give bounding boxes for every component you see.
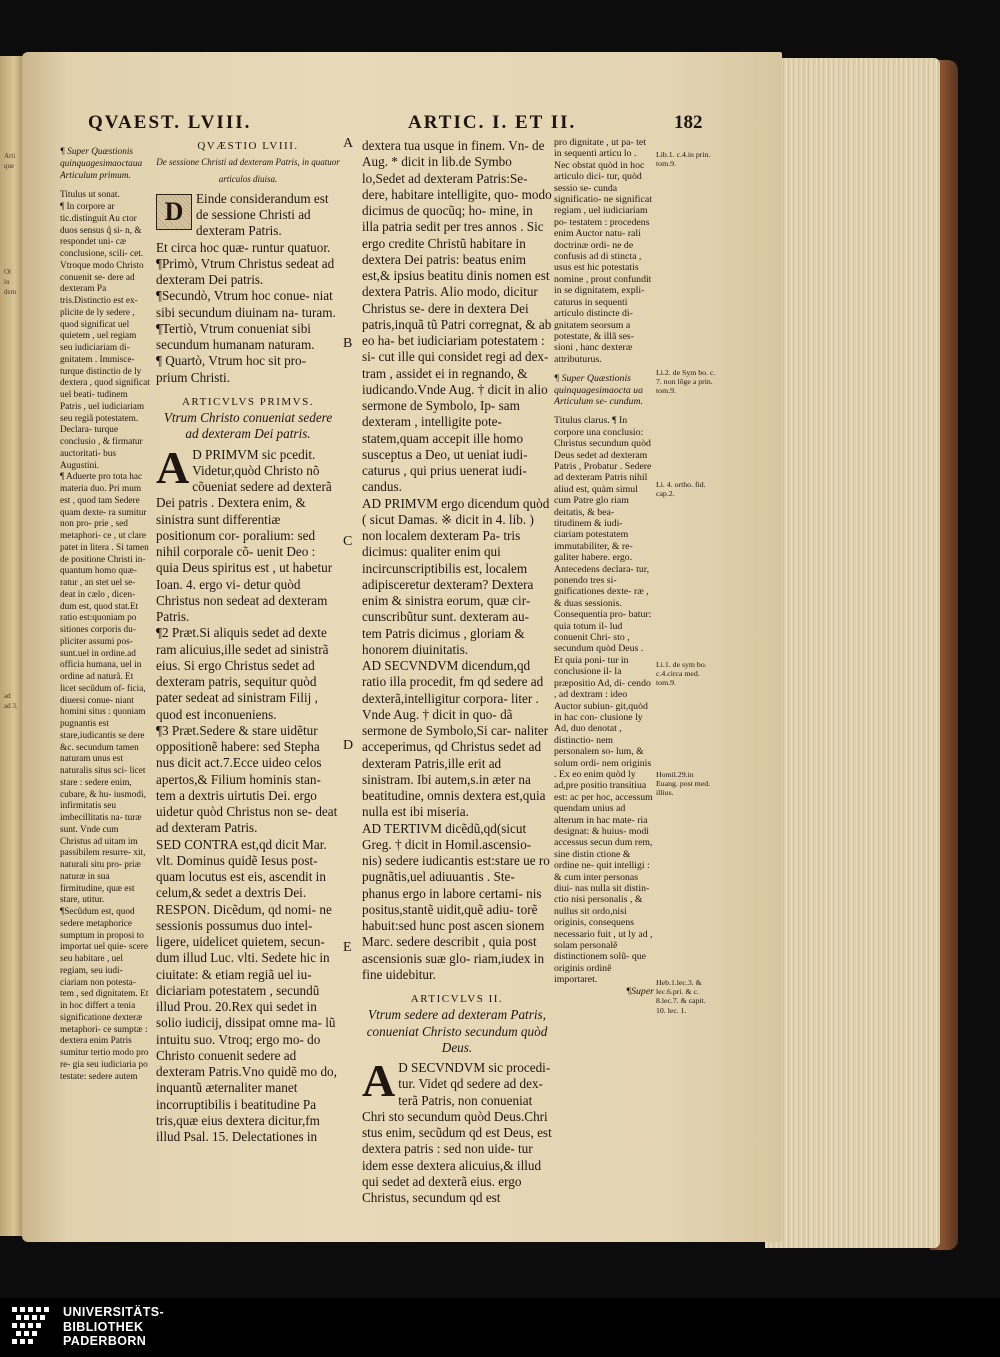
- main-paragraph: RESPON. Dicẽdum, qd nomi- ne sessionis possumus duo intel- ligere, uidelicet quietem, secun- dum illud Luc. vlti. Sedete hic in ciuitate: & etiam regiã uel iu- diciariam potestatem , secundũ illud Prou. 20.Rex qui sedet in solio iudicij, dissipat omne ma- lũ intuitu suo. Vtroq; ergo mo- do Christo conuenit sedere ad dexteram Patris.Vno quidẽ mo do, inquantũ æternaliter manet incorruptibilis i beatitudine Pa tris,quæ eius dextera dicitur,fm illud Psal. 15. Delectationes in: [156, 901, 337, 1144]
- page-block-edges: [765, 58, 940, 1248]
- running-head-left: QVAEST. LVIII.: [88, 112, 252, 133]
- commentary-heading: ¶ Super Quæstionis quinquagesimaocta ua Articulum se- cundum.: [554, 373, 643, 407]
- article-title: ARTICVLVS II.: [410, 993, 504, 1005]
- article-caption: Vtrum Christo conueniat sedere ad dexteram Dei patris.: [163, 410, 333, 442]
- main-paragraph: D SECVNDVM sic procedi- tur. Videt qd sedere ad dex- terã Patris, non conueniat Chri sto secundum quòd Deus.Chri stus enim, secũdum qd est Deus, est dextera patris : sed non uide- tur idem esse dextera alicuius,& illud qui sedet ad dexterã eius. ergo Christus, secundum qd est: [362, 1060, 552, 1205]
- margin-reference: Lib.1. c.4.in prin. tom.9.: [656, 150, 711, 169]
- left-margin-note: Ol: [4, 268, 11, 276]
- left-margin-note: dem: [4, 288, 17, 296]
- commentary-column: [60, 147, 150, 1083]
- library-name-line: BIBLIOTHEK: [63, 1319, 144, 1334]
- left-margin-note: que: [4, 162, 15, 170]
- main-paragraph: dextera tua usque in finem. Vn- de Aug. * dicit in lib.de Symbo lo,Sedet ad dexteram Patris:Se- dere, habitare intelligite, quo- modo dicimus de quocũq; ho- mine, in illa patria sedit per tres annos . Sic ergo credite Christũ habitare in dextera Dei patris: beatus enim est,& ipsius beatitu dinis nomen est dextera Patris. Alio modo, dicitur Christus se- dere in dextera Dei patris,inquã tũ Patri corregnat, & ab eo ha- bet iudiciariam potestatem : si- cut ille qui considet regi ad dex- tram , assidet ei in regnando, & iudicando.Vnde Aug. † dicit in alio sermone de Symbolo, Ip- sam dexteram , intelligite pote- statem,quam accepit ille homo susceptus a Deo, ut ueniat iudi- caturus , qui prius uenerat iudi- candus.: [362, 138, 552, 495]
- main-paragraph: SED CONTRA est,qd dicit Mar. vlt. Dominus quidẽ Iesus post- quam locutus est eis, ascendit in celum,& sedet a dextris Dei.: [156, 836, 327, 901]
- main-paragraph: AD TERTIVM dicẽdũ,qd(sicut Greg. † dicit in Homil.ascensio- nis) sedere iudicantis est:stare ue ro pugnãtis,uel adiuuantis . Ste- phanus ergo in labore certami- nis positus,stantẽ uidit,quẽ adiu- torẽ habuit:sed hunc post ascen sionem Marc. sedere describit , quia post ascensionis suæ glo- riam,iudex in fine uidebitur.: [362, 820, 550, 982]
- initial-letter: A: [156, 441, 190, 493]
- library-logo-icon: [10, 1305, 54, 1349]
- margin-letter: D: [343, 738, 354, 753]
- commentary-heading: ¶ Super Quæstionis quinquagesimaoctaua Articulum primum.: [60, 147, 143, 181]
- commentary-paragraph: ¶ Aduerte pro tota hac materia duo. Pri mum est , quod tam Sedere quam dexte- ra sumitur non pro- prie , sed metaphori- ce , ut clare patet in litera . Si tamen de positione Christi in- quantum homo quæ- ratur , an stet uel se- deat in cælo , dicen- dum est, quod stat.Et ratio est:quoniam po sitiones corporis du- pliciter assumi pos- sunt.uel in ordine.ad officia humana, uel in ordine ad naturã. Et licet secũdum of- ficia, diuersi conue- niant homini situs : quoniam pugnantis est stare,iudicantis se dere &c. secundum tamen naturam unus est naturalis situs sci- licet stare : sedere enim, cubare, & hu- iusmodi, infirmitatis seu imbecillitatis na- turæ sunt. Vnde cum Christus ad uitam im passibilem resurre- xit, naturali situ pro- priæ naturæ in sua firmitudine, quæ est stare, utitur.: [60, 472, 149, 906]
- main-paragraph: Et circa hoc quæ- runtur quatuor.: [156, 239, 331, 255]
- margin-letter: E: [343, 940, 352, 955]
- question-caption: De sessione Christi ad dexteram Patris, in quatuor articulos diuisa.: [156, 157, 340, 184]
- main-paragraph: D PRIMVM sic pcedit. Videtur,quòd Christo nõ cõueniat sedere ad dexterã Dei patris . Dextera enim, & sinistra sunt differentiæ positionum cor- poralium: sed nihil corporale cõ- uenit Deo : quia Deus spiritus est , ut habetur Ioan. 4. ergo vi- detur quòd Christus non sedeat ad dexteram Patris.: [156, 446, 333, 624]
- commentary-paragraph: Titulus clarus. ¶ In corpore una conclusio: Christus secundum quòd Deus sedet ad dexteram Patris , Probatur . Sedere ad dexteram Patris nihil aliud est, quàm simul cum Patre glo riam deitatis, & bea- titudinem & iudi- ciariam potestatem immutabiliter, & re- galiter habere. ergo. Antecedens declara- tur, ponendo tres si- gnificationes dexte- ræ , & duas sessionis. Consequentia pro- batur: quia totum il- lud conuenit Chri- sto , secundum quòd Deus . Et quia poni- tur in conclusione il- la præpositio Ad, di- cendo , ad dextram : ideo Auctor subiun- git,quòd in hac con- clusione ly Ad, duo denotat , distinctio- nem personalem so- lum, & solum ordi- nem originis . Ex eo enim quòd ly ad,pre positio transitiua est: ac per hoc, accessum quendam unius ad alterum in hac mate- ria designat: & huius- modi accessus secun dum rem, sine distin ctione & ordine ne- quit intelligi : & cum inter personas diui- nas nulla sit distin- ctio nisi personalis , & nullus sit ordo,nisi originis, consequens necessario fuit , ut ly ad , solam personalẽ distinctionem solũ- que originis ordinẽ importaret.: [554, 415, 653, 986]
- main-paragraph: Einde considerandum est de sessione Christi ad dexteram Patris.: [196, 190, 329, 239]
- main-paragraph: ¶3 Præt.Sedere & stare uidẽtur oppositionẽ habere: sed Stepha nus dicit act.7.Ecce uideo celos apertos,& Filium hominis stan- tem a dextris uirtutis Dei. ergo uidetur quòd Christus non se- deat ad dexteram Patris.: [156, 722, 338, 836]
- page-number: 182: [674, 112, 703, 133]
- commentary-title: Titulus ut sonat.: [60, 190, 120, 201]
- margin-letter: A: [343, 136, 354, 151]
- main-text-column-2: [362, 138, 552, 1206]
- article-caption: Vtrum sedere ad dexteram Patris, conueniat Christo secundum quòd Deus.: [366, 1007, 548, 1055]
- margin-reference: Homil.29.in Euang. post med. illius.: [656, 770, 711, 798]
- library-name: [63, 1305, 164, 1349]
- library-name-line: PADERBORN: [63, 1334, 147, 1348]
- article-title: ARTICVLVS PRIMVS.: [181, 395, 314, 408]
- initial-letter: A: [362, 1055, 396, 1106]
- question-title: QVÆSTIO LVIII.: [197, 140, 299, 152]
- question-item: ¶Tertiò, Vtrum conueniat sibi secundum humanam naturam.: [156, 320, 315, 352]
- main-paragraph: AD PRIMVM ergo dicendum quòd ( sicut Damas. ※ dicit in 4. lib. ) non localem dexteram Pa- tris dicimus: qualiter enim qui incircunscriptibilis est, localem adipisceretur dexteram? Dextera enim & sinistra eorum, quæ cir- cunscribũtur sunt. dexteram au- tem Patris dicimus , gloriam & honorem diuinitatis.: [362, 495, 550, 657]
- catchword: ¶Super: [626, 985, 654, 997]
- margin-reference: Li.2. de Sym bo. c. 7. non lõge a prin. tom.9.: [656, 368, 716, 396]
- running-head-right: ARTIC. I. ET II.: [408, 112, 577, 133]
- margin-letter: B: [343, 336, 353, 351]
- left-margin-note: in: [4, 278, 10, 286]
- margin-reference: Heb.1.lec.3. & lec.6.pri. & c. 8.lec.7. & capit. 10. lec. 1.: [656, 978, 706, 1015]
- main-paragraph: ¶2 Præt.Si aliquis sedet ad dexte ram alicuius,ille sedet ad sinistrã eius. Si ergo Christus sedet ad dexteram patris, sequitur quòd pater sedeat ad sinistram Filij , quod est inconueniens.: [156, 625, 329, 722]
- main-text-column-1: [156, 138, 340, 1145]
- left-page-edge: [0, 56, 24, 1236]
- commentary-paragraph: pro dignitate , ut pa- tet in sequenti articu lo . Nec obstat quòd in hoc articulo dici- tur, quòd sessio se- cunda significatio- ne significat regiam , uel iudiciariam po- testatem : procedens enim Auctor natu- rali doctrinæ ordi- ne de confusis ad di stincta , usus est hic potestatis nomine , prout confundit in se dignitatem, expli- caturus in sequenti articulo distincte di- gnitatem seorsum a potestate, & illã ses- sioni , hanc dexteræ attributurus.: [554, 137, 652, 365]
- question-item: ¶ Quartò, Vtrum hoc sit pro- prium Christi.: [156, 353, 307, 385]
- main-paragraph: AD SECVNDVM dicendum,qd ratio illa procedit, fm qd sedere ad dexterã,intelligitur corpora- liter . Vnde Aug. † dicit in quo- dã sermone de Symbolo,Si car- naliter acceperimus, qd Christus sedet ad dexteram Patris,ille erit ad sinistram. Ibi autem,s.in æter na beatitudine, omnis dextera est,quia nulla est ibi miseria.: [362, 658, 549, 820]
- left-margin-note: ad: [4, 692, 11, 700]
- margin-reference: Li.1. de sym bo. c.4.circa med. tom.9.: [656, 660, 707, 688]
- commentary-paragraph: ¶ In corpore ar tic.distinguit Au ctor duos sensus q̃ si- n, & respondet uni- cæ conclusione, scili- cet. Vtroque modo Christo conuenit se- dere ad dexteram Pa tris.Distinctio est ex- plicite de ly sedere , quod significat uel quietem , uel regiam seu iudiciariam di- gnitatem . Immisce- turque distinctio de ly dextera , quod significat uel beati- tudinem Patris , uel iudiciariam seu regiã potestatem. Declara- turque conclusio , & firmatur auctoritati- bus Augustini.: [60, 202, 150, 471]
- commentary-paragraph: ¶Secũdum est, quod sedere metaphorice sumptum in proposi to importat uel quie- scere seu habitare , uel regiam, seu iudi- ciariam non potesta- tem , sed dignitatem. Et in hoc differt a tenia significatione dexteræ metaphori- ce sumptæ : dextera enim Patris sumitur tertio modo pro re- gia seu iudiciaria po testate: sedere autem: [60, 907, 149, 1082]
- left-margin-note: ad 3.: [4, 702, 18, 710]
- question-item: ¶Primò, Vtrum Christus sedeat ad dexteram Dei patris.: [156, 255, 335, 287]
- decorated-initial: D: [156, 194, 192, 230]
- margin-reference: Li. 4. ortho. fid. cap.2.: [656, 480, 706, 499]
- margin-letter: C: [343, 534, 353, 549]
- left-margin-note: Arti: [4, 152, 16, 160]
- library-name-line: UNIVERSITÄTS-: [63, 1305, 165, 1319]
- commentary-column-2: [554, 137, 654, 997]
- question-item: ¶Secundò, Vtrum hoc conue- niat sibi secundum diuinam na- turam.: [156, 288, 336, 320]
